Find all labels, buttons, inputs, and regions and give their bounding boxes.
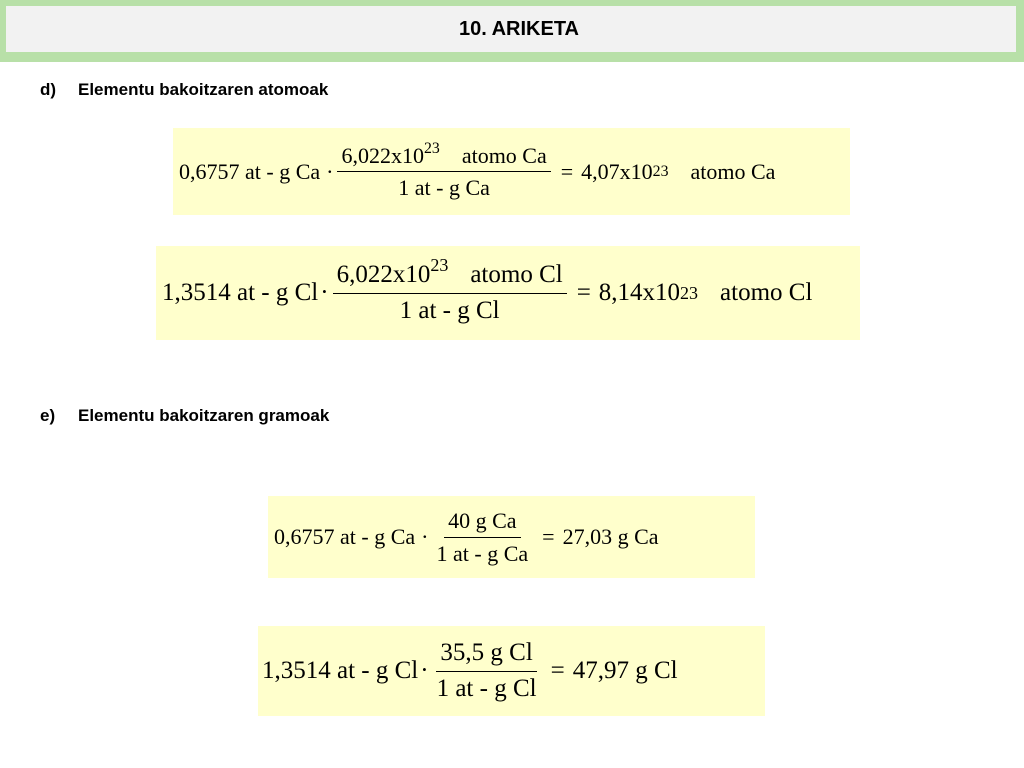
equation-cl-atoms: 1,3514 at - g Cl · $\frac{6,022x10^{23} atomo Cl}{\text{1 at - g Cl}}$ = 8,14x10 23 atomo Cl [156,246,860,340]
eq3-dot: · [421,524,429,549]
eq3-equals: = [542,524,555,549]
eq1-numerator [337,139,550,172]
slide-title: 10. ARIKETA [458,17,580,40]
section-d-letter: d) [40,80,57,99]
eq1-lhs: 0,6757 at - g Ca [179,158,321,184]
title-frame [0,0,1024,62]
eq1-num-unit: atomo Ca [461,142,547,168]
eq3-result: 27,03 g Ca [562,524,659,549]
eq4-result: 47,97 g Cl [572,657,678,684]
equation-cl-grams [258,626,765,716]
eq2-result-unit: atomo Cl [720,279,813,306]
eq3-denominator: 1 at - g Ca [436,540,529,566]
eq1-num-exponent: 23 [423,139,440,157]
eq1-num-mantissa: 6,022x10 [341,142,424,168]
eq4-fraction [433,639,541,704]
eq1-fraction [337,139,550,201]
title-panel [6,6,1016,52]
eq2-fraction [333,254,567,326]
eq1-dot: · [326,158,334,184]
eq3-lhs: 0,6757 at - g Ca [274,524,416,549]
eq2-num-exponent: 23 [430,254,449,275]
eq2-num-mantissa: 6,022x10 [336,260,431,288]
eq3-fraction [432,508,532,566]
section-e-label: Elementu bakoitzaren gramoak [78,406,330,425]
section-d-label: Elementu bakoitzaren atomoak [78,80,329,99]
eq4-denominator: 1 at - g Cl [436,674,537,702]
eq2-result-mantissa: 8,14x10 [598,279,681,306]
eq2-equals: = [576,279,591,306]
eq3-numerator: 40 g Ca [444,508,520,537]
eq2-num-unit: atomo Cl [470,260,563,288]
equation-ca-atoms: 0,6757 at - g Ca · $\frac{6,022x10^{23} atomo Ca}{\text{1 at - g Ca}}$ = 4,07x10 23 atomo Ca [173,128,850,215]
eq2-dot: · [320,279,329,306]
eq4-equals: = [550,657,565,684]
eq2-numerator [333,254,567,294]
eq1-denominator: 1 at - g Ca [398,175,490,200]
eq1-equals: = [560,158,574,184]
eq2-denominator: 1 at - g Cl [399,296,500,324]
section-e-heading [40,406,329,426]
eq1-result-mantissa: 4,07x10 [581,158,653,184]
section-e-letter: e) [40,406,56,425]
eq2-lhs: 1,3514 at - g Cl [162,279,319,306]
equation-ca-grams [268,496,755,578]
eq4-lhs: 1,3514 at - g Cl [262,657,419,684]
eq1-result-unit: atomo Ca [690,158,776,184]
eq4-dot: · [420,657,429,684]
eq4-numerator: 35,5 g Cl [436,639,536,672]
section-d-heading [40,80,328,100]
